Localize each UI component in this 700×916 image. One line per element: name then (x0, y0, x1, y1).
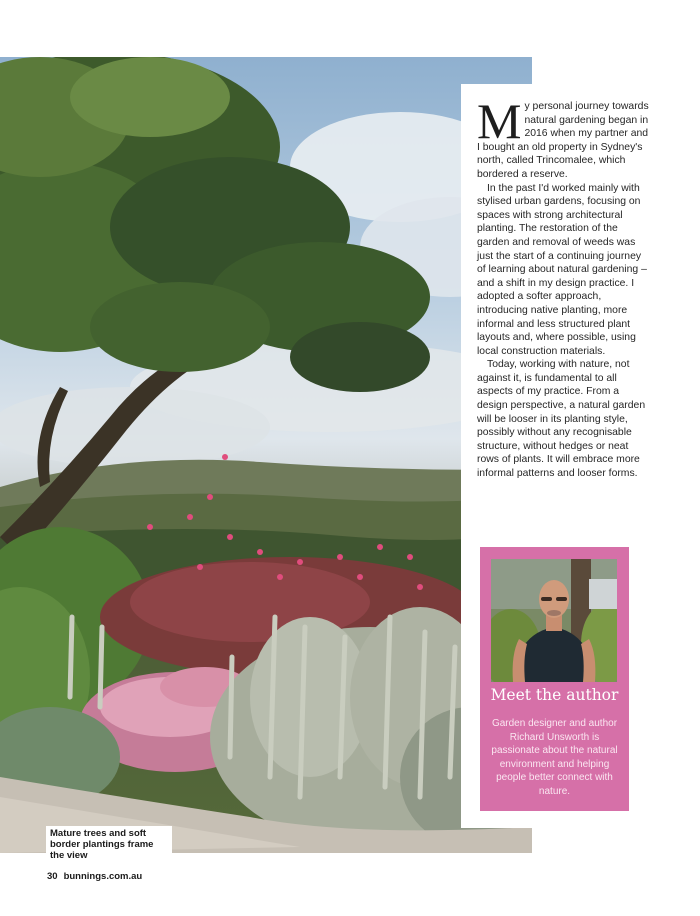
meet-the-author-box (480, 547, 629, 811)
author-portrait-illustration (491, 559, 617, 682)
author-bio: Garden designer and author Richard Unsworth is passionate about the natural environment and helping people better connect with nature. (491, 718, 618, 797)
hero-garden-photo (0, 57, 532, 853)
page-footer (47, 871, 142, 882)
author-portrait (491, 559, 617, 682)
author-box-title: Meet the author (490, 686, 619, 704)
article-paragraph-2: In the past I'd worked mainly with stylised urban gardens, focusing on spaces with strong architectural planting. The restoration of the garden and removal of weeds was just the start of a continuing journey of learning about natural gardening – and a shift in my design practice. I adopted a softer approach, introducing native planting, more informal and less structured plant layouts and, where possible, using local construction materials. (477, 182, 647, 357)
paragraph-1-text: y personal journey towards natural gardening began in 2016 when my partner and I bought an old property in Sydney's north, called Trincomalee, which bordered a reserve. (477, 101, 649, 180)
article-body (477, 93, 651, 481)
drop-cap: M (477, 93, 522, 149)
article-paragraph-3: Today, working with nature, not against it, is fundamental to all aspects of my practice. From a design perspective, a natural garden will be looser in its planting style, possibly without any recognisable structure, without hedges or neat rows of plants. It will embrace more informal patterns and looser forms. (477, 359, 646, 480)
photo-caption: Mature trees and soft border plantings frame the view (46, 826, 172, 863)
website-url: bunnings.com.au (63, 871, 143, 882)
page-number: 30 (47, 871, 58, 882)
garden-illustration (0, 57, 532, 853)
article-paragraph-1 (477, 93, 651, 182)
